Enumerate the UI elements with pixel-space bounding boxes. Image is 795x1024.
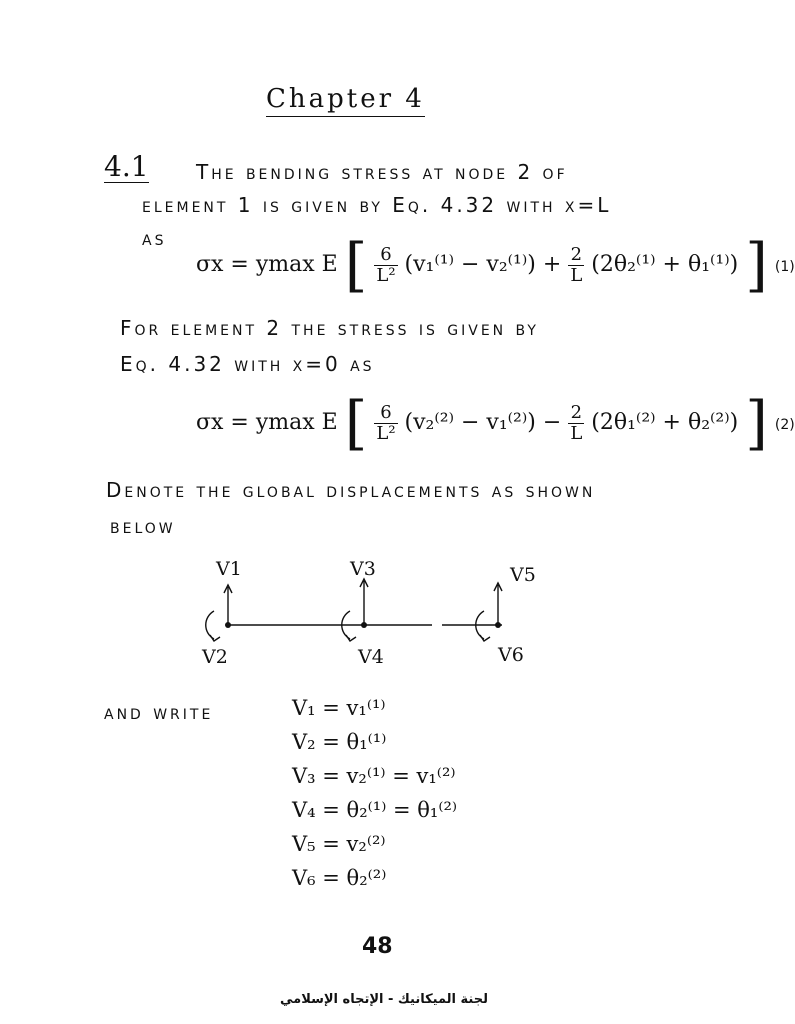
eq1-term2: (2θ₂⁽¹⁾ + θ₁⁽¹⁾) (591, 252, 739, 277)
assignment-rhs: = v₂⁽¹⁾ = v₁⁽²⁾ (322, 764, 456, 788)
assignment-rhs: = θ₂⁽¹⁾ = θ₁⁽²⁾ (322, 798, 458, 822)
assignment-lhs: V₅ (292, 832, 316, 856)
assignment-rhs: = v₂⁽²⁾ (322, 832, 386, 856)
node-3 (495, 622, 501, 628)
eq2-term2: (2θ₁⁽²⁾ + θ₂⁽²⁾) (591, 410, 739, 435)
eq2-frac1-num: 6 (374, 403, 397, 424)
eq1-frac2 (568, 245, 584, 286)
assignment-row (292, 832, 457, 866)
para3-line-1: Denote the global displacements as shown (106, 478, 596, 502)
assignment-lhs: V₃ (292, 764, 316, 788)
para2-line-2: Eq. 4.32 with x=0 as (120, 352, 375, 376)
para3-line-2: below (110, 514, 176, 538)
eq1-frac1 (374, 245, 397, 286)
label-v4: V4 (358, 646, 384, 668)
section-number: 4.1 (104, 150, 149, 183)
intro-line-2: element 1 is given by Eq. 4.32 with x=L (142, 193, 612, 217)
eq2-lhs: σx = ymax E (196, 410, 338, 435)
intro-line-3: as (142, 226, 167, 250)
assignment-lhs: V₄ (292, 798, 316, 822)
beam-diagram-svg (180, 555, 560, 675)
eq1-frac1-num: 6 (374, 245, 397, 266)
assignment-row (292, 764, 457, 798)
rotation-v2-head (210, 635, 220, 641)
equation-2 (196, 389, 795, 457)
and-write: and write (104, 700, 214, 724)
eq1-close-bracket: ] (745, 231, 768, 299)
eq1-lhs: σx = ymax E (196, 252, 338, 277)
assignment-rhs: = v₁⁽¹⁾ (322, 696, 386, 720)
para2-line-1: For element 2 the stress is given by (120, 316, 539, 340)
chapter-title: Chapter 4 (266, 84, 425, 117)
assignment-lhs: V₆ (292, 866, 316, 890)
rotation-v2 (206, 611, 214, 639)
eq2-frac1 (374, 403, 397, 444)
node-2 (361, 622, 367, 628)
assignment-rhs: = θ₂⁽²⁾ (322, 866, 387, 890)
eq2-frac1-den: L² (376, 422, 396, 444)
beam-diagram (180, 555, 560, 675)
eq2-close-bracket: ] (745, 389, 768, 457)
assignment-lhs: V₂ (292, 730, 316, 754)
eq1-frac1-den: L² (376, 264, 396, 286)
assignment-row (292, 696, 457, 730)
assignment-row (292, 798, 457, 832)
rotation-v4-head (346, 635, 356, 641)
footer-text: لجنة الميكانيك - الإتجاه الإسلامي (280, 992, 488, 1007)
label-v2: V2 (202, 646, 228, 668)
eq2-frac2 (568, 403, 584, 444)
assignment-row (292, 866, 457, 900)
eq1-tag: (1) (774, 259, 795, 275)
label-v3: V3 (350, 558, 376, 580)
equation-1 (196, 231, 795, 299)
assignment-row (292, 730, 457, 764)
assignment-lhs: V₁ (292, 696, 316, 720)
assignment-list (292, 696, 457, 900)
eq2-operator: − (542, 410, 562, 435)
rotation-v6-head (480, 635, 490, 641)
label-v6: V6 (498, 644, 524, 666)
label-v5: V5 (510, 564, 536, 586)
eq2-tag: (2) (774, 417, 795, 433)
eq2-open-bracket: [ (344, 389, 368, 457)
eq1-frac2-den: L (570, 264, 583, 286)
eq1-open-bracket: [ (344, 231, 368, 299)
node-1 (225, 622, 231, 628)
eq2-term1: (v₂⁽²⁾ − v₁⁽²⁾) (404, 410, 536, 435)
page-number: 48 (362, 934, 393, 959)
eq1-term1: (v₁⁽¹⁾ − v₂⁽¹⁾) (404, 252, 536, 277)
eq2-frac2-den: L (570, 422, 583, 444)
eq1-frac2-num: 2 (568, 245, 584, 266)
label-v1: V1 (216, 558, 242, 580)
intro-line-1: The bending stress at node 2 of (196, 160, 568, 184)
eq2-frac2-num: 2 (568, 403, 584, 424)
assignment-rhs: = θ₁⁽¹⁾ (322, 730, 387, 754)
eq1-operator: + (542, 252, 562, 277)
